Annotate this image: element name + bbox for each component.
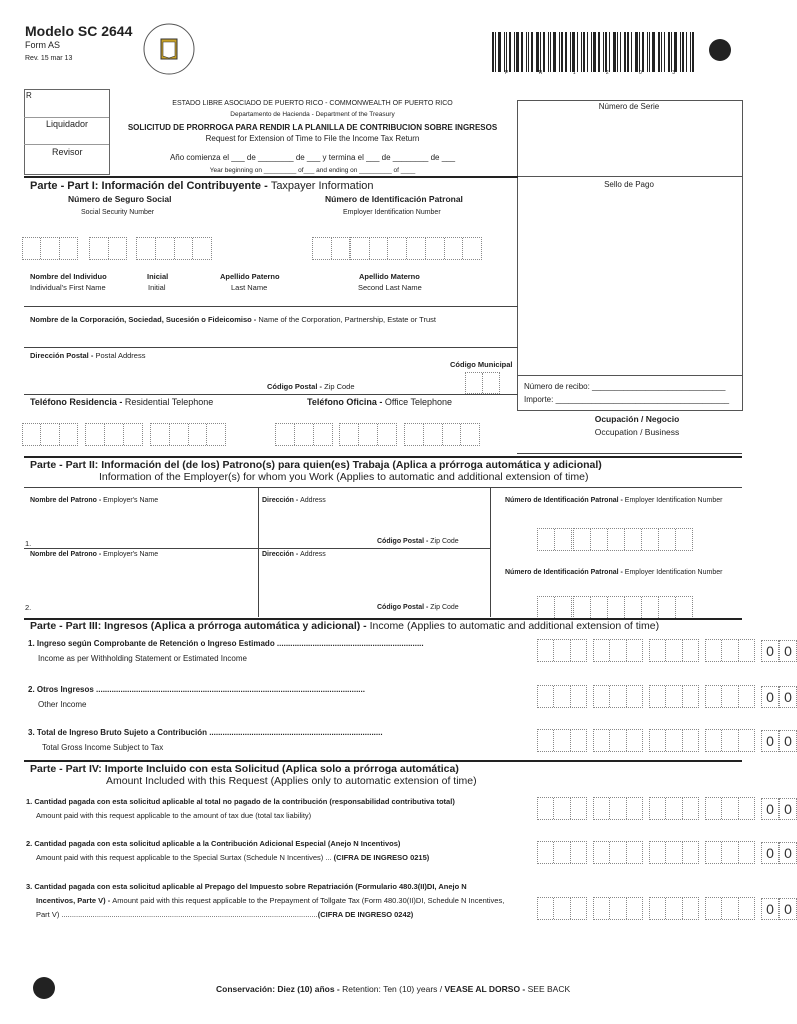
cent-digit: 0 — [779, 898, 797, 920]
initial-label: Inicial — [147, 272, 169, 281]
ssn-part2-input[interactable] — [89, 237, 127, 260]
income-line-3-label: 3. Total de Ingreso Bruto Sujeto a Contribución .............................................................................. — [28, 728, 383, 737]
barcode-bar — [559, 32, 560, 72]
form-model: Modelo SC 2644 — [25, 23, 133, 39]
employer-name-label-1: Nombre del Patrono - Employer's Name — [30, 497, 159, 504]
registration-mark — [709, 39, 731, 61]
ssn-label-english: Social Security Number — [81, 209, 155, 216]
amount-cents[interactable] — [761, 640, 797, 662]
res-phone-area-input[interactable] — [22, 423, 78, 446]
employer-ein-2a-input[interactable] — [537, 596, 572, 619]
revisor-label: Revisor — [52, 147, 83, 157]
postal-address-label: Dirección Postal - Postal Address — [30, 351, 146, 360]
amount-cents[interactable] — [761, 730, 797, 752]
ein-part2-input[interactable] — [350, 237, 482, 260]
barcode-bar — [658, 32, 660, 72]
barcode-bar — [577, 32, 578, 72]
ssn-label: Número de Seguro Social — [68, 194, 172, 204]
barcode-bar — [506, 32, 507, 72]
treasury-seal — [142, 22, 196, 76]
amount-digit-group[interactable] — [649, 897, 699, 920]
amount-digit-group[interactable] — [649, 729, 699, 752]
second-last-name-label: Apellido Materno — [359, 272, 420, 281]
amount-digit-group[interactable] — [537, 639, 587, 662]
first-name-label-english: Individual's First Name — [30, 283, 106, 292]
barcode-bar — [526, 32, 527, 72]
cent-digit: 0 — [779, 640, 797, 662]
serial-number-label: Número de Serie — [598, 102, 660, 111]
barcode-bar — [583, 32, 585, 72]
employer-address-label-2: Dirección - Address — [262, 551, 326, 558]
last-name-label: Apellido Paterno — [220, 272, 280, 281]
occupation-label: Ocupación / Negocio — [594, 414, 680, 424]
barcode-bar — [664, 32, 665, 72]
registration-mark-bottom — [33, 977, 55, 999]
income-line-3-label-english: Total Gross Income Subject to Tax — [42, 743, 164, 752]
barcode-bar — [649, 32, 650, 72]
amount-digit-group[interactable] — [649, 685, 699, 708]
form-revision: Rev. 15 mar 13 — [25, 55, 73, 62]
amount-digit-group[interactable] — [705, 729, 755, 752]
amount-digit-group[interactable] — [593, 639, 643, 662]
barcode-bar — [561, 32, 563, 72]
barcode-bar — [495, 32, 496, 72]
retention-notice: Conservación: Diez (10) años - Retention: Ten (10) years / VEASE AL DORSO - SEE BACK — [216, 984, 571, 994]
barcode-bar — [609, 32, 610, 72]
amount-digit-group[interactable] — [537, 797, 587, 820]
barcode-bar — [692, 32, 694, 72]
barcode-bar — [587, 32, 588, 72]
amount-digit-group[interactable] — [537, 841, 587, 864]
amount-digit-group[interactable] — [593, 685, 643, 708]
barcode-bar — [647, 32, 648, 72]
off-phone-line-input[interactable] — [404, 423, 480, 446]
amount-digit-group[interactable] — [705, 685, 755, 708]
barcode-bar — [504, 32, 505, 72]
barcode-bar — [591, 32, 592, 72]
form-title-english: Request for Extension of Time to File the Income Tax Return — [205, 134, 420, 143]
employer-zip-label-1: Código Postal - Zip Code — [377, 538, 459, 545]
barcode-bar — [680, 32, 681, 72]
barcode-bar — [613, 32, 616, 72]
second-last-name-label-english: Second Last Name — [358, 283, 422, 292]
payment-line-2-amount[interactable] — [537, 841, 797, 864]
amount-digit-group[interactable] — [537, 897, 587, 920]
payment-box — [517, 100, 743, 411]
employer-row-2-number: 2. — [25, 603, 32, 612]
employer-ein-2b-input[interactable] — [573, 596, 693, 619]
barcode-bar — [550, 32, 551, 72]
barcode-bar — [572, 32, 575, 72]
amount-digit-group[interactable] — [705, 797, 755, 820]
part2-title-english: Information of the Employer(s) for whom you Work (Applies to automatic and additional extension of time) — [99, 471, 589, 483]
income-line-1-amount[interactable] — [537, 639, 797, 662]
ein-part1-input[interactable] — [312, 237, 350, 260]
barcode-digits: P R 1 2 0 3 — [505, 70, 675, 76]
barcode-bar — [671, 32, 672, 72]
barcode-bar — [690, 32, 691, 72]
cent-digit: 0 — [761, 640, 779, 662]
cent-digit: 0 — [779, 730, 797, 752]
cent-digit: 0 — [761, 730, 779, 752]
payment-line-3-label: 3. Cantidad pagada con esta solicitud aplicable al Prepago del Impuesto sobre Repatriación (Formulario 480.3(II)DI, Anejo N — [26, 882, 467, 891]
employer-name-label-2: Nombre del Patrono - Employer's Name — [30, 551, 159, 558]
part2-title: Parte - Part II: Información del (de los) Patrono(s) para quien(es) Trabaja (Aplica a prórroga automática y adicional) — [30, 459, 602, 471]
payment-line-2-label: 2. Cantidad pagada con esta solicitud aplicable a la Contribución Adicional Especial (Anejo N Incentivos) — [26, 839, 401, 848]
office-phone-label: Teléfono Oficina - Office Telephone — [307, 397, 453, 407]
employer-ein-label-2: Número de Identificación Patronal - Employer Identification Number — [505, 569, 723, 576]
barcode-bar — [668, 32, 670, 72]
income-line-2-label-english: Other Income — [38, 700, 87, 709]
barcode-bar — [642, 32, 644, 72]
part4-title: Parte - Part IV: Importe Incluido con esta Solicitud (Aplica solo a prórroga automática) — [30, 763, 459, 775]
amount-cents[interactable] — [761, 798, 797, 820]
barcode-bar — [674, 32, 677, 72]
barcode-bar — [540, 32, 541, 72]
amount-cents[interactable] — [761, 898, 797, 920]
barcode-bar — [521, 32, 523, 72]
ein-label: Número de Identificación Patronal — [325, 194, 463, 204]
municipal-code-input[interactable] — [465, 372, 500, 394]
off-phone-area-input[interactable] — [275, 423, 333, 446]
income-line-1-label-english: Income as per Withholding Statement or Estimated Income — [38, 654, 247, 663]
amount-digit-group[interactable] — [537, 685, 587, 708]
barcode-bar — [631, 32, 632, 72]
barcode — [492, 32, 696, 72]
barcode-bar — [543, 32, 545, 72]
zip-code-label: Código Postal - Zip Code — [267, 382, 355, 391]
payment-line-1-label-english: Amount paid with this request applicable to the amount of tax due (total tax liability) — [36, 811, 312, 820]
barcode-bar — [516, 32, 519, 72]
payment-seal-label: Sello de Pago — [604, 180, 654, 189]
cent-digit: 0 — [779, 842, 797, 864]
barcode-bar — [620, 32, 621, 72]
cent-digit: 0 — [761, 842, 779, 864]
employer-ein-1b-input[interactable] — [573, 528, 693, 551]
payment-line-3-amount[interactable] — [537, 897, 797, 920]
barcode-bar — [581, 32, 582, 72]
cent-digit: 0 — [761, 798, 779, 820]
agency-name: ESTADO LIBRE ASOCIADO DE PUERTO RICO - COMMONWEALTH OF PUERTO RICO — [172, 100, 453, 107]
barcode-bar — [605, 32, 607, 72]
r-label: R — [26, 91, 32, 100]
amount-digit-group[interactable] — [593, 897, 643, 920]
barcode-bar — [624, 32, 626, 72]
res-phone-prefix-input[interactable] — [85, 423, 143, 446]
part4-title-english: Amount Included with this Request (Applies only to automatic extension of time) — [106, 775, 477, 787]
amount-digit-group[interactable] — [705, 897, 755, 920]
amount-digit-group[interactable] — [649, 841, 699, 864]
ssn-part1-input[interactable] — [22, 237, 78, 260]
amount-digit-group[interactable] — [705, 639, 755, 662]
employer-ein-1a-input[interactable] — [537, 528, 572, 551]
ein-label-english: Employer Identification Number — [343, 209, 441, 216]
barcode-bar — [686, 32, 687, 72]
cent-digit: 0 — [761, 686, 779, 708]
amount-cents[interactable] — [761, 686, 797, 708]
part1-title: Parte - Part I: Información del Contribuyente - Taxpayer Information — [30, 180, 374, 192]
amount-digit-group[interactable] — [705, 841, 755, 864]
employer-zip-label-2: Código Postal - Zip Code — [377, 604, 459, 611]
form-label: Form AS — [25, 40, 61, 50]
payment-line-1-label: 1. Cantidad pagada con esta solicitud aplicable al total no pagado de la contribución (responsabilidad contributiva total) — [26, 797, 455, 806]
income-line-2-amount[interactable] — [537, 685, 797, 708]
off-phone-prefix-input[interactable] — [339, 423, 397, 446]
barcode-bar — [498, 32, 501, 72]
amount-digit-group[interactable] — [593, 841, 643, 864]
cent-digit: 0 — [779, 686, 797, 708]
barcode-bar — [661, 32, 662, 72]
barcode-bar — [598, 32, 600, 72]
amount-digit-group[interactable] — [593, 797, 643, 820]
payment-line-3-label-b: Incentivos, Parte V) - Amount paid with this request applicable to the Prepayment of Tollgate Tax (Form 480.30(II)DI, Schedule N Incentives, — [36, 896, 505, 905]
barcode-bar — [548, 32, 549, 72]
barcode-bar — [514, 32, 515, 72]
office-use-box — [24, 89, 110, 175]
department-name: Departamento de Hacienda - Department of the Treasury — [230, 111, 395, 118]
barcode-bar — [492, 32, 494, 72]
initial-label-english: Initial — [148, 283, 166, 292]
employer-ein-label-1: Número de Identificación Patronal - Employer Identification Number — [505, 497, 723, 504]
barcode-bar — [570, 32, 571, 72]
barcode-bar — [603, 32, 604, 72]
employer-row-1-number: 1. — [25, 539, 32, 548]
barcode-bar — [531, 32, 533, 72]
part3-title: Parte - Part III: Ingresos (Aplica a prórroga automática y adicional) - Income (Applies to automatic and additional extension of time) — [30, 620, 660, 632]
barcode-bar — [593, 32, 596, 72]
liquidador-label: Liquidador — [46, 119, 89, 129]
barcode-bar — [635, 32, 638, 72]
ssn-part3-input[interactable] — [136, 237, 212, 260]
barcode-bar — [682, 32, 684, 72]
barcode-bar — [553, 32, 556, 72]
barcode-bar — [528, 32, 529, 72]
income-line-3-amount[interactable] — [537, 729, 797, 752]
tax-year-line: Año comienza el ___ de ________ de ___ y termina el ___ de ________ de ___ — [169, 153, 456, 162]
barcode-bar — [627, 32, 629, 72]
municipal-code-label: Código Municipal — [450, 360, 513, 369]
income-line-1-label: 1. Ingreso según Comprobante de Retención o Ingreso Estimado .................................................................. — [28, 639, 424, 648]
payment-line-3-label-c: Part V) ...........................................................................................................................(CIFRA DE INGRESO 0242) — [36, 910, 414, 919]
first-name-label: Nombre del Individuo — [30, 272, 107, 281]
amount-cents[interactable] — [761, 842, 797, 864]
tax-year-line-english: Year beginning on _________ of___ and ending on _________ of ____ — [209, 167, 416, 174]
cent-digit: 0 — [779, 798, 797, 820]
res-phone-line-input[interactable] — [150, 423, 226, 446]
barcode-bar — [652, 32, 655, 72]
cent-digit: 0 — [761, 898, 779, 920]
payment-line-1-amount[interactable] — [537, 797, 797, 820]
receipt-number: Número de recibo: ______________________________ — [524, 382, 726, 391]
barcode-bar — [565, 32, 567, 72]
form-title: SOLICITUD DE PRORROGA PARA RENDIR LA PLANILLA DE CONTRIBUCION SOBRE INGRESOS — [127, 123, 498, 132]
barcode-bar — [509, 32, 511, 72]
last-name-label-english: Last Name — [231, 283, 268, 292]
barcode-bar — [617, 32, 618, 72]
residential-phone-label: Teléfono Residencia - Residential Telephone — [30, 397, 214, 407]
barcode-bar — [536, 32, 539, 72]
occupation-label-english: Occupation / Business — [594, 427, 680, 437]
employer-address-label-1: Dirección - Address — [262, 497, 326, 504]
income-line-2-label: 2. Otros Ingresos ......................................................................................................................... — [28, 685, 365, 694]
payment-line-2-label-english: Amount paid with this request applicable to the Special Surtax (Schedule N Incentives) ... (CIFRA DE INGRESO 0215) — [36, 853, 430, 862]
corporation-name-label: Nombre de la Corporación, Sociedad, Sucesión o Fideicomiso - Name of the Corporation, Partnership, Estate or Trust — [30, 315, 436, 324]
amount-digit-group[interactable] — [537, 729, 587, 752]
amount-field: Importe: _______________________________________ — [524, 395, 730, 404]
barcode-bar — [639, 32, 640, 72]
amount-digit-group[interactable] — [649, 639, 699, 662]
amount-digit-group[interactable] — [593, 729, 643, 752]
amount-digit-group[interactable] — [649, 797, 699, 820]
